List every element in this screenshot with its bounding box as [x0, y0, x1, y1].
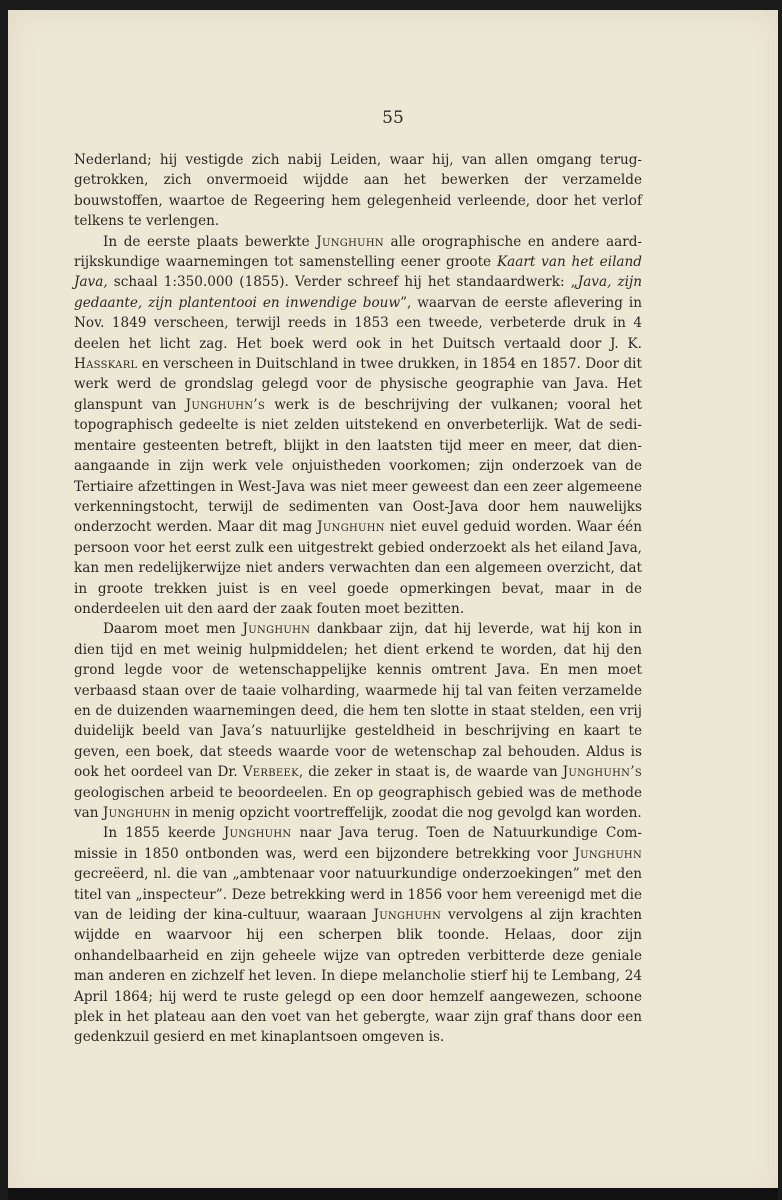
text-run: Nederland; hij vestigde zich nabij Leiden, waar hij, van allen omgang teruggetrokken, zich onvermoeid wijdde aan het bewerken der verzamelde bouwstoffen, waartoe de Regeering hem gelegenheid verleende, door het verlof telkens te verlengen. — [74, 152, 642, 230]
name-smallcaps: Junghuhn — [316, 233, 384, 250]
title-italic: Java, zijn gedaante, zijn plantentooi en inwendige bouw — [74, 274, 642, 311]
text-run: schaal 1:350.000 (1855). Verder schreef hij het standaardwerk: „ — [107, 274, 578, 291]
text-run: in menig opzicht voortreffelijk, zoodat die nog gevolgd kan worden. — [170, 805, 642, 821]
paragraph — [74, 150, 642, 232]
text-run: ”, waarvan de eerste aflevering in Nov. 1849 verscheen, terwijl reeds in 1853 een tweede, verbeterde druk in 4 deelen het licht zag. Het boek werd ook in het Duitsch vertaald door J. K. — [74, 294, 642, 352]
name-smallcaps: Junghuhn — [242, 621, 311, 638]
page-number: 55 — [382, 108, 404, 128]
paragraph — [74, 823, 642, 1047]
name-smallcaps: Junghuhn — [317, 519, 385, 536]
paragraph — [74, 232, 642, 620]
name-smallcaps: Junghuhn — [102, 805, 171, 821]
text-run: gecreëerd, nl. die van „ambtenaar voor natuurkundige onderzoekingen” met den titel van „inspecteur”. Deze betrekking werd in 1856 voor hem vereenigd met die van de leiding der kina-cultuur, waaraan — [74, 866, 642, 924]
text-run: en verscheen in Duitschland in twee drukken, in 1854 en 1857. Door dit werk werd de grondslag gelegd voor de physische geographie van Java. Het glanspunt van — [74, 356, 642, 413]
name-smallcaps: Verbeek — [242, 764, 299, 781]
paragraph — [74, 619, 642, 823]
text-run: dankbaar zijn, dat hij leverde, wat hij kon in dien tijd en met weinig hulpmiddelen; het dient erkend te worden, dat hij den grond legde voor de wetenschappelijke kennis omtrent Java. En men moet verbaasd staan over de taaie volharding, waarmede hij tal van feiten verzamelde en de duizenden waarnemingen deed, die hem ten slotte in staat stelden, een vrij duidelijk beeld van Java’s natuurlijke gesteldheid in beschrijving en kaart te geven, een boek, dat steeds waarde voor de wetenschap zal behouden. Aldus is ook het oordeel van Dr. — [74, 621, 643, 781]
text-run: In 1855 keerde — [103, 825, 224, 842]
text-run: Daarom moet men — [103, 621, 243, 638]
book-page — [8, 10, 778, 1198]
text-run: geologischen arbeid te beoordeelen. En op geographisch gebied was de methode van — [74, 784, 642, 821]
name-smallcaps: Junghuhn’s — [562, 764, 642, 781]
body-text — [74, 150, 642, 1048]
text-run: naar Java terug. Toen de Natuurkundige Commissie in 1850 ontbonden was, werd een bijzondere betrekking voor — [74, 825, 642, 862]
text-run: werk is de beschrijving der vulkanen; vooral het topographisch gedeelte is niet zelden uitstekend en onverbeterlijk. Wat de sedimentaire gesteenten betreft, blijkt in den laatsten tijd meer en meer, dat dienaangaande in zijn werk vele onjuistheden voorkomen; zijn onderzoek van de Tertiaire afzettingen in West-Java was niet meer geweest dan een zeer algemeene verkenningstocht, terwijl de sedimenten van Oost-Java door hem nauwelijks onderzocht werden. Maar dit mag — [74, 396, 642, 536]
name-smallcaps: Junghuhn — [574, 845, 642, 862]
name-smallcaps: Hasskarl — [74, 356, 138, 373]
text-run: alle orographische en andere aardrijkskundige waarnemingen tot samenstelling eener groote — [74, 233, 643, 271]
text-run: , die zeker in staat is, de waarde van — [298, 764, 563, 781]
scan-border — [8, 1188, 778, 1200]
name-smallcaps: Junghuhn’s — [185, 396, 266, 413]
name-smallcaps: Junghuhn — [373, 907, 442, 924]
name-smallcaps: Junghuhn — [223, 825, 292, 842]
text-run: niet euvel geduid worden. Waar één persoon voor het eerst zulk een uitgestrekt gebied onderzoekt als het eiland Java, kan men redelijkerwijze niet anders verwachten dan een algemeen overzicht, dat in groote trekken juist is en veel goede opmerkingen bevat, maar in de onderdeelen uit den aard der zaak fouten moet bezitten. — [74, 519, 642, 617]
text-run: In de eerste plaats bewerkte — [103, 233, 317, 250]
text-run: vervolgens al zijn krachten wijdde en waarvoor hij een scherpen blik toonde. Helaas, door zijn onhandelbaarheid en zijn geheele wijze van optreden verbitterde deze geniale man anderen en zichzelf het leven. In diepe melancholie stierf hij te Lembang, 24 April 1864; hij werd te ruste gelegd op een door hemzelf aangewezen, schoone plek in het plateau aan den voet van het gebergte, waar zijn graf thans door een gedenkzuil gesierd en met kinaplantsoen omgeven is. — [74, 907, 642, 1046]
title-italic: Kaart van het eiland Java, — [74, 254, 642, 291]
